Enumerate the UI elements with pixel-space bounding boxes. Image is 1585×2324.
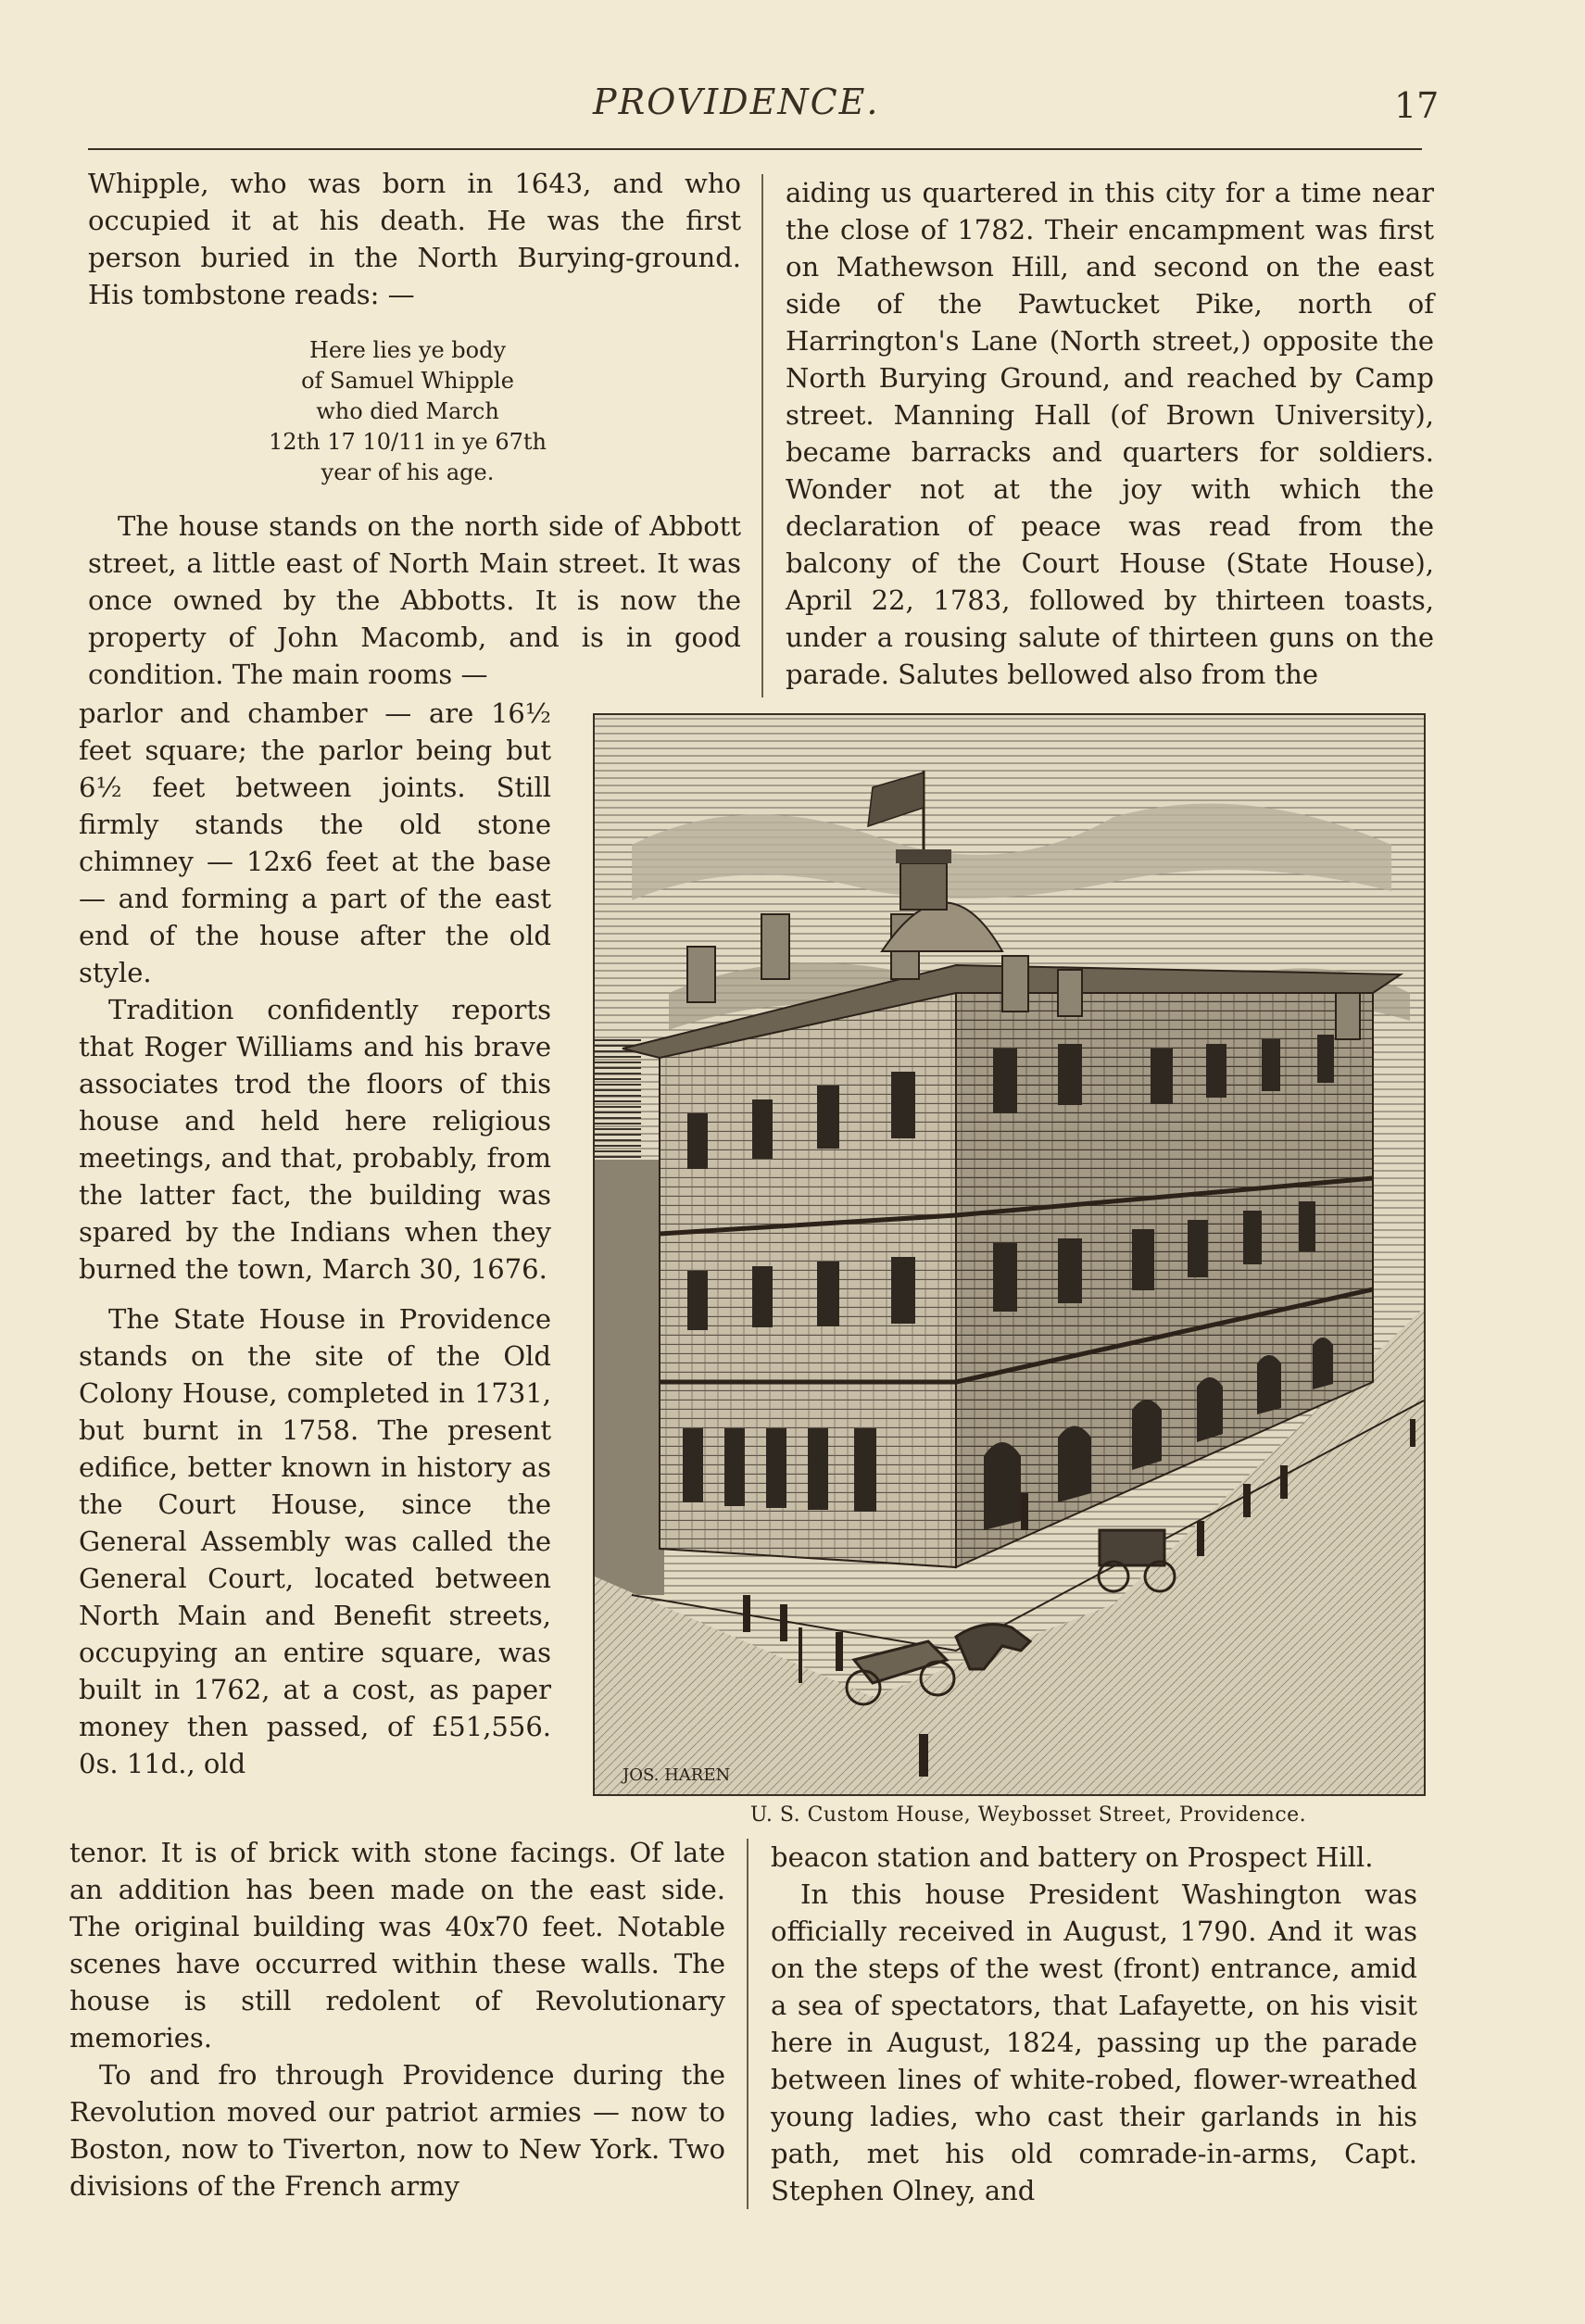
paragraph: beacon station and battery on Prospect Hill. xyxy=(771,1841,1374,1873)
paragraph: Tradition confidently reports that Roger Williams and his brave associates trod the floors of this house and held here religious meetings, and that, probably, from the latter fact, the building was spared by the Indians when they burned the town, March 30, 1676. xyxy=(79,994,551,1285)
paragraph: The house stands on the north side of Abbott street, a little east of North Main street. It was once owned by the Abbotts. It is now the property of John Macomb, and is in good condition. The main rooms — xyxy=(88,510,741,690)
epitaph-line: Here lies ye body xyxy=(308,337,507,363)
epitaph-line: who died March xyxy=(316,398,499,424)
right-column-bottom xyxy=(771,1839,1417,2209)
paragraph: parlor and chamber — are 16½ feet square; the parlor being but 6½ feet between joints. Still firmly stands the old stone chimney — 12x6 feet at the base — and forming a part of the east end of the house after the old style. xyxy=(79,697,551,988)
column-rule-bottom xyxy=(747,1839,748,2209)
left-column-middle xyxy=(88,508,741,693)
paragraph: aiding us quartered in this city for a time near the close of 1782. Their encampment was first on Mathewson Hill, and second on the east side of the Pawtucket Pike, north of Harrington's Lane (North street,) opposite the North Burying Ground, and reached by Camp street. Manning Hall (of Brown University), became barracks and quarters for soldiers. Wonder not at the joy with which the declaration of peace was read from the balcony of the Court House (State House), April 22, 1783, followed by thirteen toasts, under a rousing salute of thirteen guns on the parade. Salutes bellowed also from the xyxy=(786,177,1434,690)
figure-caption: U. S. Custom House, Weybosset Street, Providence. xyxy=(749,1803,1307,1827)
left-column-bottom xyxy=(69,1834,725,2205)
paragraph: Whipple, who was born in 1643, and who occupied it at his death. He was the first person buried in the North Burying-ground. His tombstone reads: — xyxy=(88,168,741,310)
engraver-signature: JOS. HAREN xyxy=(623,1765,731,1785)
epitaph-line: 12th 17 10/11 in ye 67th xyxy=(268,429,547,455)
header-rule xyxy=(88,148,1422,150)
custom-house-engraving xyxy=(593,713,1426,1796)
epitaph-line: year of his age. xyxy=(321,459,495,485)
epitaph-line: of Samuel Whipple xyxy=(301,368,514,394)
right-column-top xyxy=(786,174,1434,693)
paragraph: The State House in Providence stands on the site of the Old Colony House, completed in 1731, but burnt in 1758. The present edifice, better known in history as the Court House, since the General Assembly was called the General Court, located between North Main and Benefit streets, occupying an entire square, was built in 1762, at a cost, as paper money then passed, of £51,556. 0s. 11d., old xyxy=(79,1303,551,1779)
paragraph: tenor. It is of brick with stone facings. Of late an addition has been made on the east side. The original building was 40x70 feet. Notable scenes have occurred within these walls. The house is still redolent of Revolutionary memories. xyxy=(69,1837,725,2054)
left-column-top xyxy=(88,165,741,313)
left-column-narrow xyxy=(79,695,551,1782)
paragraph: In this house President Washington was officially received in August, 1790. And it was on the steps of the west (front) entrance, amid a sea of spectators, that Lafayette, on his visit here in August, 1824, passing up the parade between lines of white-robed, flower-wreathed young ladies, who cast their garlands in his path, met his old comrade-in-arms, Capt. Stephen Olney, and xyxy=(771,1878,1417,2206)
tombstone-epitaph xyxy=(241,335,574,488)
running-head: PROVIDENCE. xyxy=(593,82,880,122)
paragraph: To and fro through Providence during the Revolution moved our patriot armies — now to Boston, now to Tiverton, now to New York. Two divisions of the French army xyxy=(69,2059,725,2202)
column-rule-top xyxy=(761,174,763,697)
page-number: 17 xyxy=(1394,85,1440,126)
